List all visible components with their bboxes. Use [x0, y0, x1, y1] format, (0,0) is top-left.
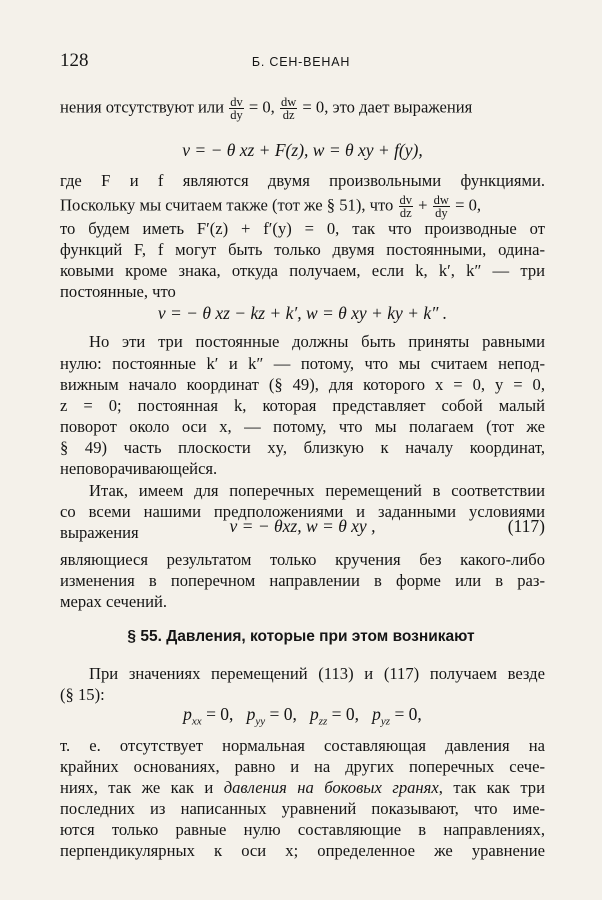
- text-line: то будем иметь F′(z) + f′(y) = 0, так что производные от: [60, 219, 545, 238]
- fraction: $\frac{dv}{dz}$: [399, 193, 412, 220]
- text-line: Итак, имеем для поперечных перемещений в соответствии: [89, 481, 545, 500]
- equation: v = − θ xz − kz + k′, w = θ xy + ky + k″ .: [157, 303, 448, 323]
- text-span: +: [418, 195, 428, 215]
- running-head: Б. СЕН-ВЕНАН: [251, 55, 351, 69]
- text-line: вижным начало координат (§ 49), для которого x = 0, y = 0,: [60, 375, 545, 394]
- text-span: = 0,: [455, 195, 482, 215]
- text-line: z = 0; постоянная k, которая представляет собой малый: [60, 396, 545, 415]
- text-line: изменения в поперечном направлении в форме или в раз-: [60, 571, 545, 590]
- equation-number: (117): [507, 516, 545, 536]
- section-title: § 55. Давления, которые при этом возникают: [127, 628, 475, 645]
- text-line: постоянные, что: [60, 282, 176, 301]
- equation: v = − θxz, w = θ xy ,: [229, 516, 376, 536]
- text-line: поворот около оси x, — потому, что мы полагаем (тот же: [60, 417, 545, 436]
- text-line: неповорачивающейся.: [60, 459, 218, 478]
- text-span: Поскольку мы считаем также (тот же § 51), что: [60, 195, 394, 215]
- text-line: т. е. отсутствует нормальная составляющая давления на: [60, 736, 545, 755]
- fraction: $\frac{dv}{dy}$: [230, 95, 243, 122]
- text-line: перпендикулярных к оси x; определенное же уравнение: [60, 841, 545, 860]
- text-line: функций F, f могут быть только двумя постоянными, одина-: [60, 240, 545, 259]
- equation: $p_{xx} = 0$, $p_{yy} = 0$, $p_{zz} = 0$, $p_{yz} = 0$,: [183, 704, 422, 728]
- text-line: § 49) часть плоскости xy, близкую к началу координат,: [60, 438, 545, 457]
- text-line: со всеми нашими предположениями и заданными условиями: [60, 502, 545, 521]
- text-span: = 0, это дает выражения: [302, 97, 473, 117]
- text-line: являющиеся результатом только кручения без какого-либо: [60, 550, 545, 569]
- fraction: $\frac{dw}{dy}$: [433, 193, 449, 220]
- text-line: (§ 15):: [60, 685, 105, 704]
- text-line: где F и f являются двумя произвольными функциями.: [60, 171, 545, 190]
- text-line: [60, 96, 545, 121]
- text-line: ниях, так же как и давления на боковых гранях, так как три: [60, 778, 545, 797]
- italic-phrase: давления на боковых гранях: [223, 778, 439, 797]
- text-line: При значениях перемещений (113) и (117) получаем везде: [89, 664, 545, 683]
- text-line: Но эти три постоянные должны быть приняты равными: [89, 332, 545, 351]
- text-span: нения отсутствуют или: [60, 97, 225, 117]
- text-line: [60, 194, 545, 219]
- text-line: ются только равные нулю составляющие в направлениях,: [60, 820, 545, 839]
- text-line: последних из написанных уравнений показывают, что име-: [60, 799, 545, 818]
- text-span: = 0,: [248, 97, 275, 117]
- text-line: мерах сечений.: [60, 592, 167, 611]
- text-line: выражения: [60, 523, 139, 542]
- page-number: 128: [60, 50, 89, 71]
- equation-117: [60, 516, 545, 537]
- text-line: нулю: постоянные k′ и k″ — потому, что мы считаем непод-: [60, 354, 545, 373]
- text-line: крайних основаниях, равно и на других поперечных сече-: [60, 757, 545, 776]
- equation: v = − θ xz + F(z), w = θ xy + f(y),: [182, 140, 423, 160]
- fraction: $\frac{dw}{dz}$: [280, 95, 297, 122]
- text-line: ковыми кроме знака, откуда получаем, если k, k′, k″ — три: [60, 261, 545, 280]
